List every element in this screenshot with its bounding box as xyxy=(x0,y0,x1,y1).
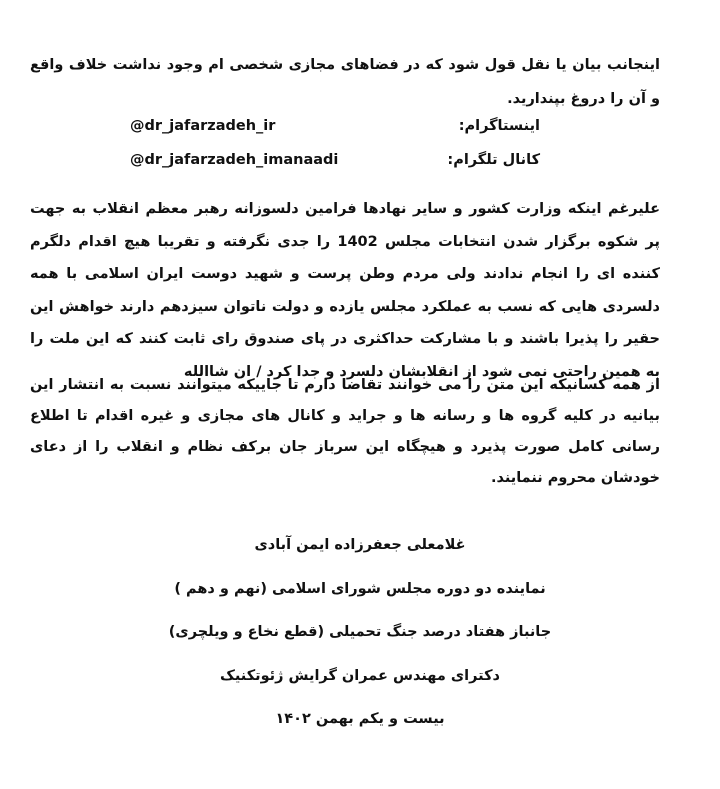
instagram-label: اینستاگرام: xyxy=(458,118,540,134)
body-paragraph-request: از همه کسانیکه این متن را می خوانند تقاضا دارم تا جاییکه میتوانند نسبت به انتشار این بیانیه در کلیه گروه ها و رسانه ها و جراید و کانال های مجازی و غیره اقدام تا اطلاع رسانی کامل صورت پذیرد و هیچگاه این سرباز جان برکف نظام و انقلاب را از دعای خودشان محروم ننمایند. xyxy=(30,377,660,486)
telegram-label: کانال تلگرام: xyxy=(447,152,540,168)
telegram-row xyxy=(120,152,540,178)
signature-title-veteran: جانباز هفتاد درصد جنگ تحمیلی (قطع نخاع و ویلچری) xyxy=(168,624,552,640)
signature-title-degree: دکترای مهندس عمران گرایش ژئوتکنیک xyxy=(220,668,500,684)
telegram-handle: @dr_jafarzadeh_imanaadi xyxy=(130,152,339,168)
signature-date: بیست و یکم بهمن ۱۴۰۲ xyxy=(275,711,445,727)
signature-title-parliament: نماینده دو دوره مجلس شورای اسلامی (نهم و دهم ) xyxy=(174,581,546,597)
instagram-row xyxy=(120,118,540,144)
social-handles xyxy=(120,114,540,174)
body-paragraph-election: علیرغم اینکه وزارت کشور و سایر نهادها فرامین دلسوزانه رهبر معظم انقلاب به جهت پر شکوه برگزار شدن انتخابات مجلس 1402 را جدی نگرفته و تقریبا هیچ اقدام دلگرم کننده ای را انجام ندادند ولی مردم وطن پرست و شهید دوست ایران اسلامی با همه دلسردی هایی که نسب به عملکرد مجلس یازده و دولت ناتوان سیزدهم دارند خواهش این حقیر را پذیرا باشند و با مشارکت حداکثری در پای صندوق رای ثابت کنند که این ملت را به همین راحتی نمی شود از انقلابشان دلسرد و جدا کرد / ان شاالله xyxy=(30,201,660,380)
signature-name: غلامعلی جعفرزاده ایمن آبادی xyxy=(254,537,466,553)
intro-paragraph: اینجانب بیان یا نقل قول شود که در فضاهای مجازی شخصی ام وجود نداشت خلاف واقع و آن را دروغ بپندارید. xyxy=(30,57,660,107)
instagram-handle: @dr_jafarzadeh_ir xyxy=(130,118,276,134)
